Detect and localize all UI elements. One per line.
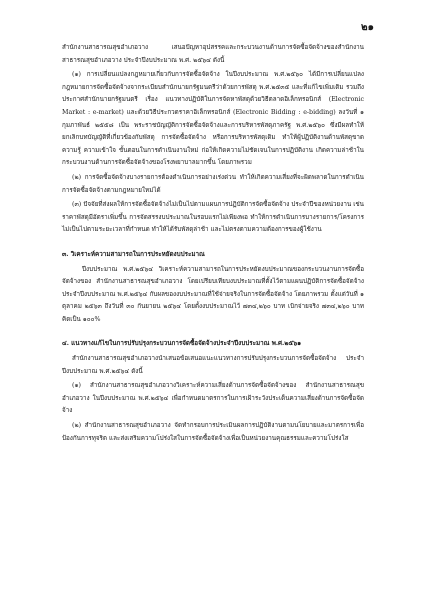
- section-4-item-1: (๑) สำนักงานสาธารณสุขอำเภอวางวิเคราะห์ความเสี่ยงด้านการจัดซื้อจัดจ้างของ สำนักงานสาธารณสุขอำเภอวาง ในปีงบประมาณ พ.ศ.๒๕๖๔ เพื่อกำหนดมาตรการในการเฝ้าระวังประเด็นความเสี่ยงด้านการจัดซื้อจัดจ้าง: [62, 382, 364, 415]
- paragraph-intro: สำนักงานสาธารณสุขอำเภอวาง เสนอปัญหาอุปสรรคและกระบวนงานด้านการจัดซื้อจัดจ้างของสำนักงานสาธารณสุขอำเภอวาง ประจำปีงบประมาณ พ.ศ. ๒๕๖๔ ดังนี้: [62, 44, 364, 64]
- paragraph-item-2: (๒) การจัดซื้อจัดจ้างบางรายการต้องดำเนินการอย่างเร่งด่วน ทำให้เกิดความเสี่ยงที่จะผิดพลาดในการดำเนินการจัดซื้อจัดจ้างตามกฎหมายใหม่ได้: [62, 173, 364, 194]
- section-3-heading: ๓. วิเคราะห์ความสามารถในการประหยัดงบประมาณ: [62, 250, 205, 258]
- section-3-body: ปีงบประมาณ พ.ศ.๒๕๖๔ วิเคราะห์ความสามารถในการประหยัดงบประมาณของกระบวนงานการจัดซื้อจัดจ้างของ สำนักงานสาธารณสุขอำเภอวาง โดยเปรียบเทียบงบประมาณที่ตั้งไว้ตามแผนปฏิบัติการจัดซื้อจัดจ้าง ประจำปีงบประมาณ พ.ศ.๒๕๖๔ กับผลของงบประมาณที่ใช้จ่ายจริงในการจัดซื้อจัดจ้าง โดยภาพรวม ตั้งแต่วันที่ ๑ ตุลาคม ๒๕๖๓ ถึงวันที่ ๓๐ กันยายน ๒๕๖๔ โดยตั้งงบประมาณไว้ ๗๓๔,๒๖๐ บาท เบิกจ่ายจริง ๗๓๔,๒๖๐ บาท คิดเป็น ๑๐๐%: [62, 265, 364, 323]
- section-4-heading: ๔. แนวทางแก้ไขในการปรับปรุงกระบวนการจัดซื้อจัดจ้างประจำปีงบประมาณ พ.ศ.๒๕๖๑: [62, 340, 302, 348]
- page-number: ๒๑: [361, 22, 374, 33]
- section-4-item-2: (๒) สำนักงานสาธารณสุขอำเภอวาง จัดทำกรอบการประเมินผลการปฏิบัติงานตามนโยบายและมาตรการเพื่อป้องกันการทุจริต และส่งเสริมความโปร่งใสในการจัดซื้อจัดจ้างเพื่อเป็นหน่วยงานคุณธรรมและความโปร่งใส: [62, 422, 364, 442]
- document-body: [62, 42, 364, 447]
- section-4-intro: สำนักงานสาธารณสุขอำเภอวางนำเสนอข้อเสนอแนะแนวทางการปรับปรุงกระบวนการจัดซื้อจัดจ้าง ประจำปีงบประมาณ พ.ศ.๒๕๖๔ ดังนี้: [62, 355, 364, 375]
- paragraph-item-3: (๓) ปัจจัยที่ส่งผลให้การจัดซื้อจัดจ้างไม่เป็นไปตามแผนการปฏิบัติการจัดซื้อจัดจ้าง ประจำปีของหน่วยงาน เช่น ราคาพัสดุมีอัตราเพิ่มขึ้น การจัดสรรงบประมาณในรอบแรกไม่เพียงพอ ทำให้การดำเนินการบางรายการ/โครงการ ไม่เป็นไปตามระยะเวลาที่กำหนด ทำให้ได้รับพัสดุล่าช้า และไม่ตรงตามความต้องการของผู้ใช้งาน: [62, 201, 364, 234]
- paragraph-item-1: (๑) การเปลี่ยนแปลงกฎหมายเกี่ยวกับการจัดซื้อจัดจ้าง ในปีงบประมาณ พ.ศ.๒๕๖๐ ได้มีการเปลี่ยนแปลงกฎหมายการจัดซื้อจัดจ้างจากระเบียบสำนักนายกรัฐมนตรีว่าด้วยการพัสดุ พ.ศ.๒๕๓๕ และที่แก้ไขเพิ่มเติม รวมถึงประกาศสำนักนายกรัฐมนตรี เรื่อง แนวทางปฏิบัติในการจัดหาพัสดุด้วยวิธีตลาดอิเล็กทรอนิกส์ (Electronic Market : e-market) และด้วยวิธีประกวดราคาอิเล็กทรอนิกส์ (Electronic Bidding : e-bidding) ลงวันที่ ๑ กุมภาพันธ์ ๒๕๕๘ เป็น พระราชบัญญัติการจัดซื้อจัดจ้างและการบริหารพัสดุภาครัฐ พ.ศ.๒๕๖๐ ซึ่งมีผลทำให้ยกเลิกบทบัญญัติที่เกี่ยวข้องกับพัสดุ การจัดซื้อจัดจ้าง หรือการบริหารพัสดุเดิม ทำให้ผู้ปฏิบัติงานด้านพัสดุขาดความรู้ ความเข้าใจ ขั้นตอนในการดำเนินงานใหม่ ก่อให้เกิดความไม่ชัดเจนในการปฏิบัติงาน เกิดความล่าช้าในกระบวนงานด้านการจัดซื้อจัดจ้างของโรงพยาบาลมากขึ้น โดยภาพรวม: [62, 71, 364, 167]
